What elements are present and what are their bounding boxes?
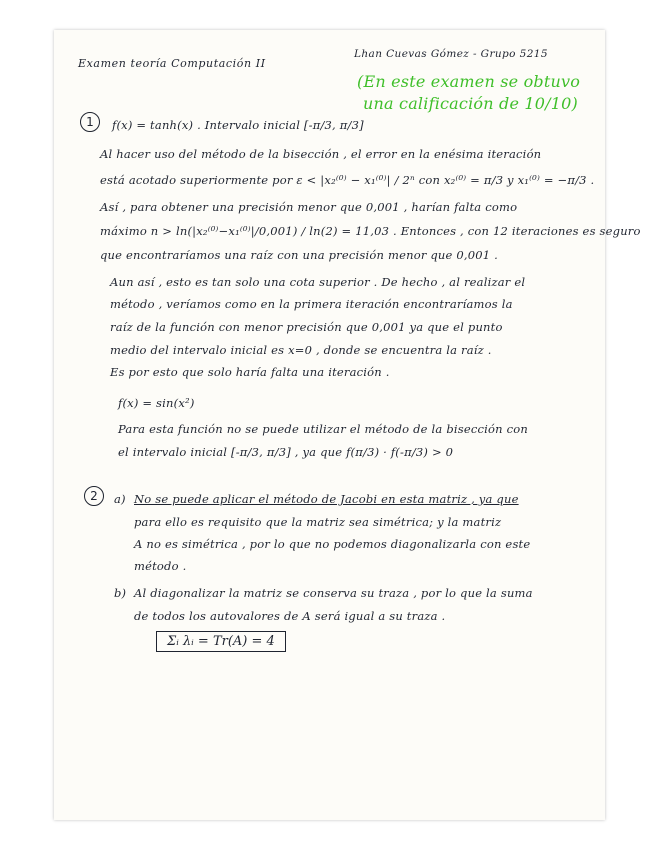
q1-paragraph-3-line-2: método , veríamos como en la primera iteración encontraríamos la [110, 297, 513, 311]
q1-paragraph-1-line-1: Al hacer uso del método de la bisección , el error en la enésima iteración [100, 147, 542, 161]
q1-paragraph-4-line-2: el intervalo inicial [-π/3, π/3] , ya que f(π/3) · f(-π/3) > 0 [118, 445, 454, 459]
q1-paragraph-3-line-1: Aun así , esto es tan solo una cota superior . De hecho , al realizar el [110, 275, 526, 289]
author-line: Lhan Cuevas Gómez - Grupo 5215 [354, 48, 548, 60]
exam-paper [54, 30, 641, 820]
q2-a-line-2: para ello es requisito que la matriz sea simétrica; y la matriz [134, 515, 502, 529]
grade-note-line-2: una calificación de 10/10) [363, 94, 578, 113]
grade-note-line-1: (En este examen se obtuvo [357, 72, 581, 91]
q1-paragraph-1-line-2: está acotado superiormente por ε < |x₂⁽⁰⁾ − x₁⁽⁰⁾| / 2ⁿ con x₂⁽⁰⁾ = π/3 y x₁⁽⁰⁾ = −π/3 . [100, 173, 595, 187]
q1-paragraph-3-line-3: raíz de la función con menor precisión que 0,001 ya que el punto [110, 320, 503, 334]
question-2-number: 2 [84, 486, 104, 506]
q1-paragraph-3-line-4: medio del intervalo inicial es x=0 , donde se encuentra la raíz . [110, 343, 492, 357]
q2-boxed-answer: Σᵢ λᵢ = Tr(A) = 4 [156, 631, 286, 652]
q1-paragraph-3-line-5: Es por esto que solo haría falta una iteración . [110, 365, 390, 379]
q1-paragraph-2-line-1: Así , para obtener una precisión menor que 0,001 , harían falta como [100, 200, 518, 214]
q2-b-line-1: Al diagonalizar la matriz se conserva su traza , por lo que la suma [134, 586, 533, 600]
q2-b-line-2: de todos los autovalores de A será igual a su traza . [134, 609, 446, 623]
q2-a-line-1: No se puede aplicar el método de Jacobi en esta matriz , ya que [134, 492, 519, 506]
q1-paragraph-2-line-3: que encontraríamos una raíz con una precisión menor que 0,001 . [100, 248, 499, 262]
q2-b-label: b) [114, 586, 127, 600]
q1-paragraph-4-line-1: Para esta función no se puede utilizar el método de la bisección con [118, 422, 528, 436]
exam-title: Examen teoría Computación II [78, 57, 266, 70]
q1-paragraph-2-line-2: máximo n > ln(|x₂⁽⁰⁾−x₁⁽⁰⁾|/0,001) / ln(2) = 11,03 . Entonces , con 12 iteraciones es seguro [100, 224, 641, 238]
q2-a-line-4: método . [134, 559, 187, 573]
q2-a-label: a) [114, 492, 126, 506]
q2-a-line-3: A no es simétrica , por lo que no podemos diagonalizarla con este [134, 537, 531, 551]
question-1-number: 1 [80, 112, 100, 132]
q1-function-interval: f(x) = tanh(x) . Intervalo inicial [-π/3, π/3] [112, 118, 364, 132]
q1-second-function: f(x) = sin(x²) [118, 396, 195, 410]
